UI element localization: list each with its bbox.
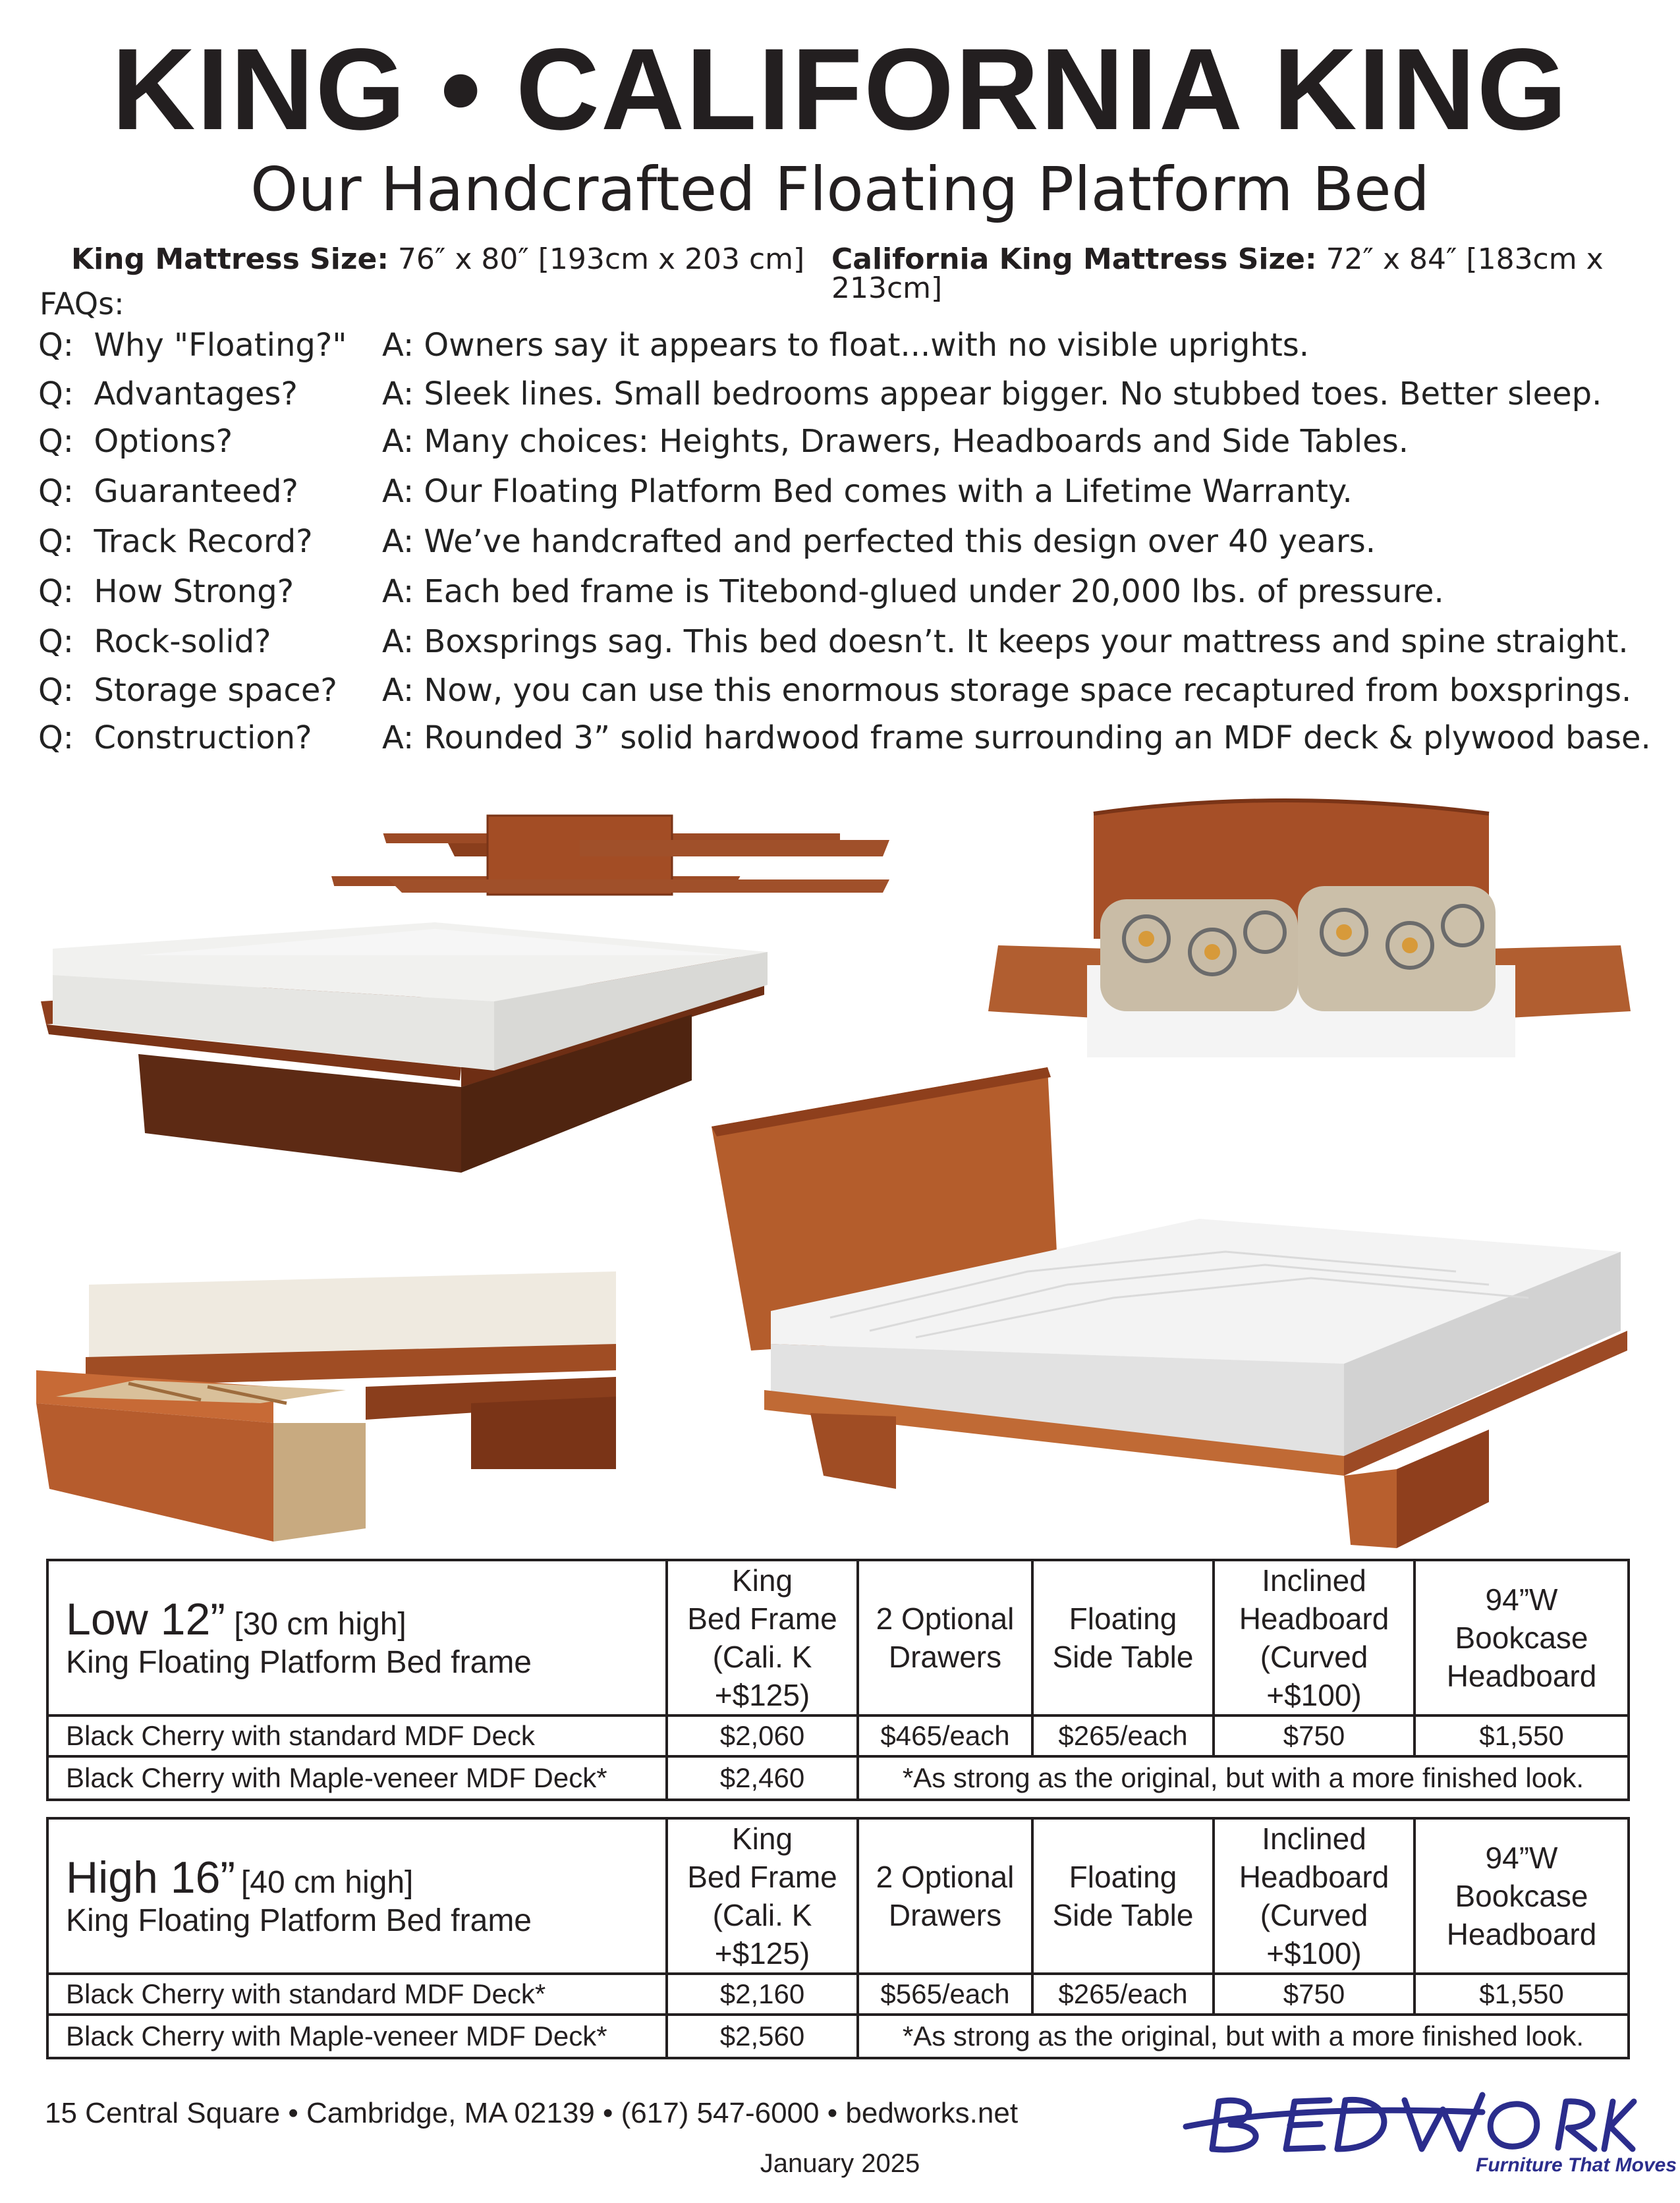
cal-size-label: California King Mattress Size: bbox=[831, 242, 1317, 276]
high-table-title-cell bbox=[47, 1818, 667, 1974]
col-header-line: King bbox=[731, 1822, 793, 1856]
price-bed-frame: $2,160 bbox=[667, 1974, 858, 2015]
col-header-bookcase-headboard bbox=[1414, 1560, 1629, 1715]
faq-answer: A: Our Floating Platform Bed comes with a Lifetime Warranty. bbox=[382, 473, 1353, 510]
col-header-bed-frame bbox=[667, 1818, 858, 1974]
price-side-table: $265/each bbox=[1032, 1715, 1214, 1756]
col-header-line: Headboard bbox=[1446, 1659, 1597, 1693]
row-label: Black Cherry with standard MDF Deck bbox=[47, 1715, 667, 1756]
price-bed-frame: $2,060 bbox=[667, 1715, 858, 1756]
table-row bbox=[47, 1715, 1629, 1756]
col-header-line: 2 Optional bbox=[876, 1860, 1015, 1894]
price-inclined-headboard: $750 bbox=[1214, 1715, 1414, 1756]
col-header-bookcase-headboard bbox=[1414, 1818, 1629, 1974]
col-header-line: (Cali. K +$125) bbox=[712, 1898, 812, 1970]
col-header-line: 2 Optional bbox=[876, 1602, 1015, 1636]
price-bookcase-headboard: $1,550 bbox=[1414, 1974, 1629, 2015]
faq-question: Q: Construction? bbox=[38, 719, 312, 756]
row-label: Black Cherry with Maple-veneer MDF Deck* bbox=[47, 2015, 667, 2058]
price-bed-frame: $2,560 bbox=[667, 2015, 858, 2058]
price-inclined-headboard: $750 bbox=[1214, 1974, 1414, 2015]
faq-answer: A: Owners say it appears to float...with no visible uprights. bbox=[382, 327, 1310, 364]
headboard-pillows-photo bbox=[988, 794, 1634, 1057]
cal-king-mattress-size bbox=[831, 242, 1680, 305]
open-drawer-photo bbox=[36, 1271, 616, 1548]
table-row bbox=[47, 1756, 1629, 1800]
price-drawers: $465/each bbox=[858, 1715, 1032, 1756]
col-header-line: Bookcase bbox=[1455, 1879, 1588, 1913]
maple-veneer-note: *As strong as the original, but with a more finished look. bbox=[858, 2015, 1629, 2058]
faq-question: Q: Why "Floating?" bbox=[38, 327, 347, 364]
col-header-inclined-headboard bbox=[1214, 1560, 1414, 1715]
price-bookcase-headboard: $1,550 bbox=[1414, 1715, 1629, 1756]
col-header-line: King bbox=[731, 1563, 793, 1598]
col-header-line: Side Table bbox=[1052, 1640, 1194, 1674]
faq-answer: A: We’ve handcrafted and perfected this design over 40 years. bbox=[382, 523, 1376, 560]
col-header-line: Bed Frame bbox=[687, 1860, 837, 1894]
faq-question: Q: Options? bbox=[38, 423, 233, 460]
faq-answer: A: Now, you can use this enormous storage space recaptured from boxsprings. bbox=[382, 672, 1632, 709]
faq-question: Q: Rock-solid? bbox=[38, 623, 271, 660]
table-row bbox=[47, 2015, 1629, 2058]
col-header-line: Inclined bbox=[1262, 1822, 1366, 1856]
table-row bbox=[47, 1974, 1629, 2015]
col-header-line: 94”W bbox=[1485, 1841, 1558, 1875]
faq-answer: A: Rounded 3” solid hardwood frame surrounding an MDF deck & plywood base. bbox=[382, 719, 1651, 756]
logo-tagline: Furniture That Moves bbox=[1476, 2154, 1677, 2176]
footer-address: 15 Central Square • Cambridge, MA 02139 • (617) 547-6000 • bedworks.net bbox=[45, 2097, 1019, 2129]
inclined-headboard-photo bbox=[698, 1054, 1640, 1555]
high-price-table bbox=[46, 1817, 1630, 2059]
col-header-side-table bbox=[1032, 1818, 1214, 1974]
high-title: High 16” bbox=[66, 1853, 236, 1903]
faq-answer: A: Each bed frame is Titebond-glued under 20,000 lbs. of pressure. bbox=[382, 573, 1444, 610]
col-header-line: Drawers bbox=[888, 1898, 1002, 1932]
faq-question: Q: Track Record? bbox=[38, 523, 313, 560]
col-header-line: Drawers bbox=[888, 1640, 1002, 1674]
col-header-line: Bed Frame bbox=[687, 1602, 837, 1636]
low-subtitle: King Floating Platform Bed frame bbox=[66, 1644, 532, 1680]
page-title: KING • CALIFORNIA KING bbox=[111, 25, 1569, 154]
col-header-drawers bbox=[858, 1818, 1032, 1974]
col-header-line: Headboard bbox=[1239, 1860, 1389, 1894]
price-side-table: $265/each bbox=[1032, 1974, 1214, 2015]
king-mattress-size bbox=[71, 242, 805, 276]
faq-question: Q: How Strong? bbox=[38, 573, 294, 610]
faq-answer: A: Sleek lines. Small bedrooms appear bigger. No stubbed toes. Better sleep. bbox=[382, 376, 1602, 412]
faq-answer: A: Boxsprings sag. This bed doesn’t. It keeps your mattress and spine straight. bbox=[382, 623, 1629, 660]
faq-answer: A: Many choices: Heights, Drawers, Headboards and Side Tables. bbox=[382, 423, 1409, 460]
faq-question: Q: Guaranteed? bbox=[38, 473, 298, 510]
col-header-line: 94”W bbox=[1485, 1582, 1558, 1617]
low-table-title-cell bbox=[47, 1560, 667, 1715]
king-size-label: King Mattress Size: bbox=[71, 242, 389, 276]
col-header-bed-frame bbox=[667, 1560, 858, 1715]
col-header-line: (Curved +$100) bbox=[1260, 1640, 1368, 1712]
col-header-side-table bbox=[1032, 1560, 1214, 1715]
row-label: Black Cherry with standard MDF Deck* bbox=[47, 1974, 667, 2015]
col-header-drawers bbox=[858, 1560, 1032, 1715]
low-price-table bbox=[46, 1559, 1630, 1801]
high-subtitle: King Floating Platform Bed frame bbox=[66, 1903, 532, 1938]
low-height-note: [30 cm high] bbox=[234, 1607, 406, 1642]
maple-veneer-note: *As strong as the original, but with a more finished look. bbox=[858, 1756, 1629, 1800]
king-size-value: 76″ x 80″ [193cm x 203 cm] bbox=[397, 242, 805, 276]
bed-with-drawers-photo bbox=[33, 804, 791, 1239]
row-label: Black Cherry with Maple-veneer MDF Deck* bbox=[47, 1756, 667, 1800]
footer-date: January 2025 bbox=[760, 2149, 920, 2178]
bedworks-logo bbox=[1173, 2075, 1677, 2176]
col-header-line: Inclined bbox=[1262, 1563, 1366, 1598]
price-drawers: $565/each bbox=[858, 1974, 1032, 2015]
cal-size-value: 72″ x 84″ [183cm x 213cm] bbox=[831, 242, 1604, 305]
col-header-line: Floating bbox=[1069, 1860, 1177, 1894]
col-header-line: Side Table bbox=[1052, 1898, 1194, 1932]
col-header-line: Headboard bbox=[1446, 1917, 1597, 1951]
low-title: Low 12” bbox=[66, 1594, 225, 1645]
faq-heading: FAQs: bbox=[40, 286, 125, 321]
faq-question: Q: Advantages? bbox=[38, 376, 298, 412]
page-subtitle: Our Handcrafted Floating Platform Bed bbox=[250, 154, 1430, 225]
col-header-inclined-headboard bbox=[1214, 1818, 1414, 1974]
high-height-note: [40 cm high] bbox=[240, 1865, 414, 1901]
col-header-line: (Cali. K +$125) bbox=[712, 1640, 812, 1712]
col-header-line: (Curved +$100) bbox=[1260, 1898, 1368, 1970]
faq-question: Q: Storage space? bbox=[38, 672, 337, 709]
col-header-line: Floating bbox=[1069, 1602, 1177, 1636]
price-bed-frame: $2,460 bbox=[667, 1756, 858, 1800]
col-header-line: Headboard bbox=[1239, 1602, 1389, 1636]
col-header-line: Bookcase bbox=[1455, 1621, 1588, 1655]
